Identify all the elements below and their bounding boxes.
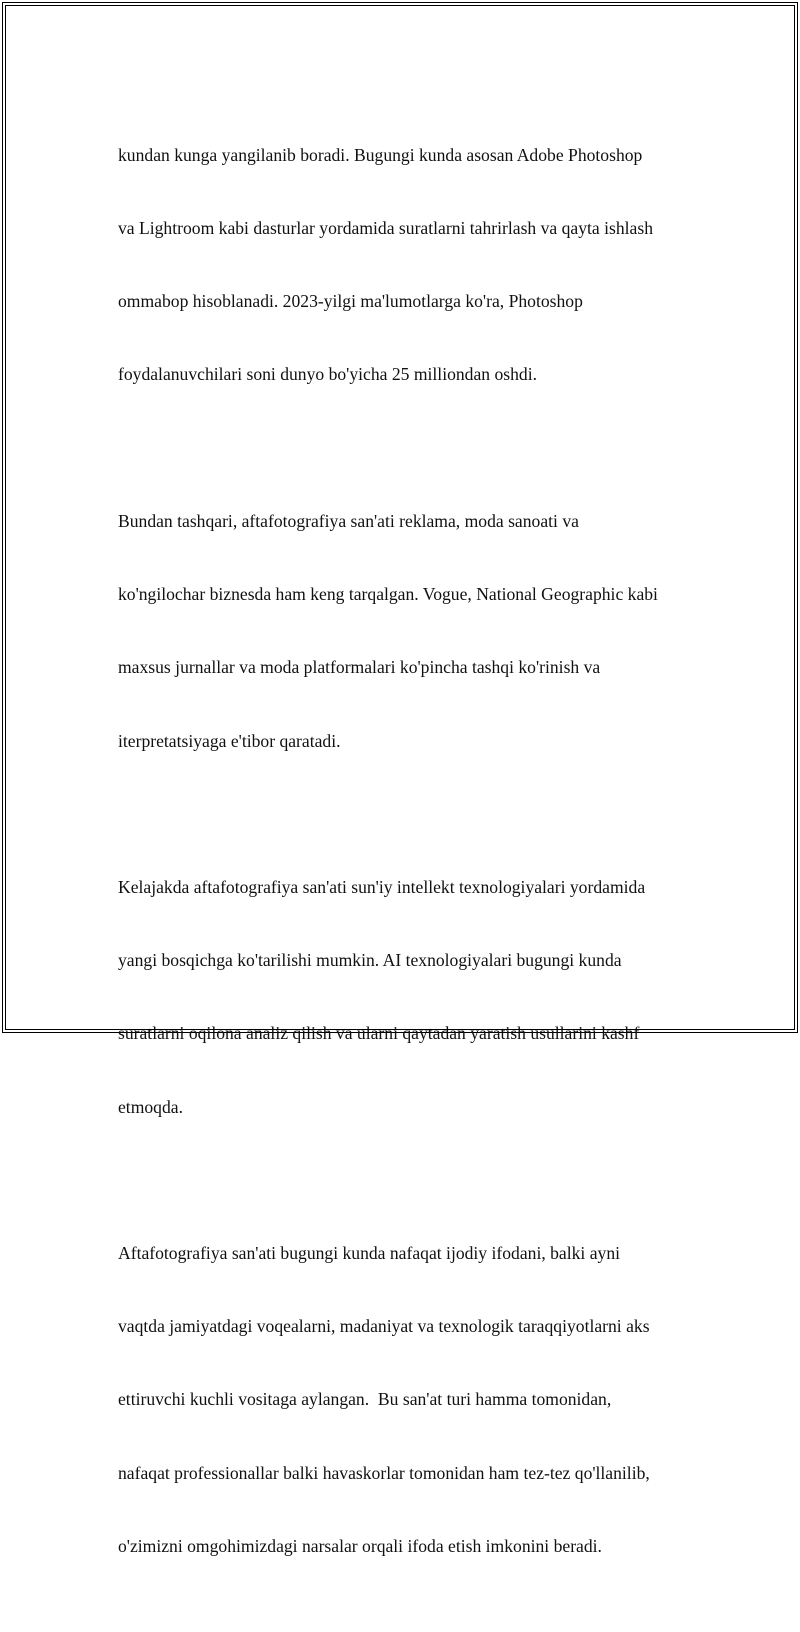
text-line: o'zimizni omgohimizdagi narsalar orqali ifoda etish imkonini beradi.: [118, 1535, 602, 1556]
text-line: Aftafotografiya san'ati bugungi kunda nafaqat ijodiy ifodani, balki ayni: [118, 1243, 621, 1264]
paragraph-2: [118, 460, 698, 802]
text-line: va Lightroom kabi dasturlar yordamida suratlarni tahrirlash va qayta ishlash: [118, 218, 653, 239]
paragraph-4: [118, 1192, 698, 1607]
text-line: nafaqat professionallar balki havaskorlar tomonidan ham tez-tez qo'llanilib,: [118, 1462, 650, 1483]
document-page: [2, 2, 798, 1556]
text-line: iterpretatsiyaga e'tibor qaratadi.: [118, 730, 341, 751]
text-line: ettiruvchi kuchli vositaga aylangan. Bu san'at turi hamma tomonidan,: [118, 1389, 612, 1410]
text-line: Bundan tashqari, aftafotografiya san'ati reklama, moda sanoati va: [118, 510, 579, 531]
paragraph-3: [118, 826, 698, 1168]
paragraph-1: [118, 94, 698, 436]
text-line: maxsus jurnallar va moda platformalari ko'pincha tashqi ko'rinish va: [118, 657, 601, 678]
text-line: foydalanuvchilari soni dunyo bo'yicha 25 milliondan oshdi.: [118, 364, 538, 385]
text-line: vaqtda jamiyatdagi voqealarni, madaniyat va texnologik taraqqiyotlarni aks: [118, 1316, 650, 1337]
text-line: suratlarni oqilona analiz qilish va ularni qaytadan yaratish usullarini kashf: [118, 1023, 640, 1044]
text-line: yangi bosqichga ko'tarilishi mumkin. AI texnologiyalari bugungi kunda: [118, 950, 622, 971]
text-line: Kelajakda aftafotografiya san'ati sun'iy intellekt texnologiyalari yordamida: [118, 876, 646, 897]
text-line: ko'ngilochar biznesda ham keng tarqalgan. Vogue, National Geographic kabi: [118, 584, 658, 605]
text-line: etmoqda.: [118, 1096, 183, 1117]
text-line: kundan kunga yangilanib boradi. Bugungi kunda asosan Adobe Photoshop: [118, 144, 643, 165]
document-body: [118, 94, 698, 1632]
text-line: ommabop hisoblanadi. 2023-yilgi ma'lumotlarga ko'ra, Photoshop: [118, 291, 583, 312]
